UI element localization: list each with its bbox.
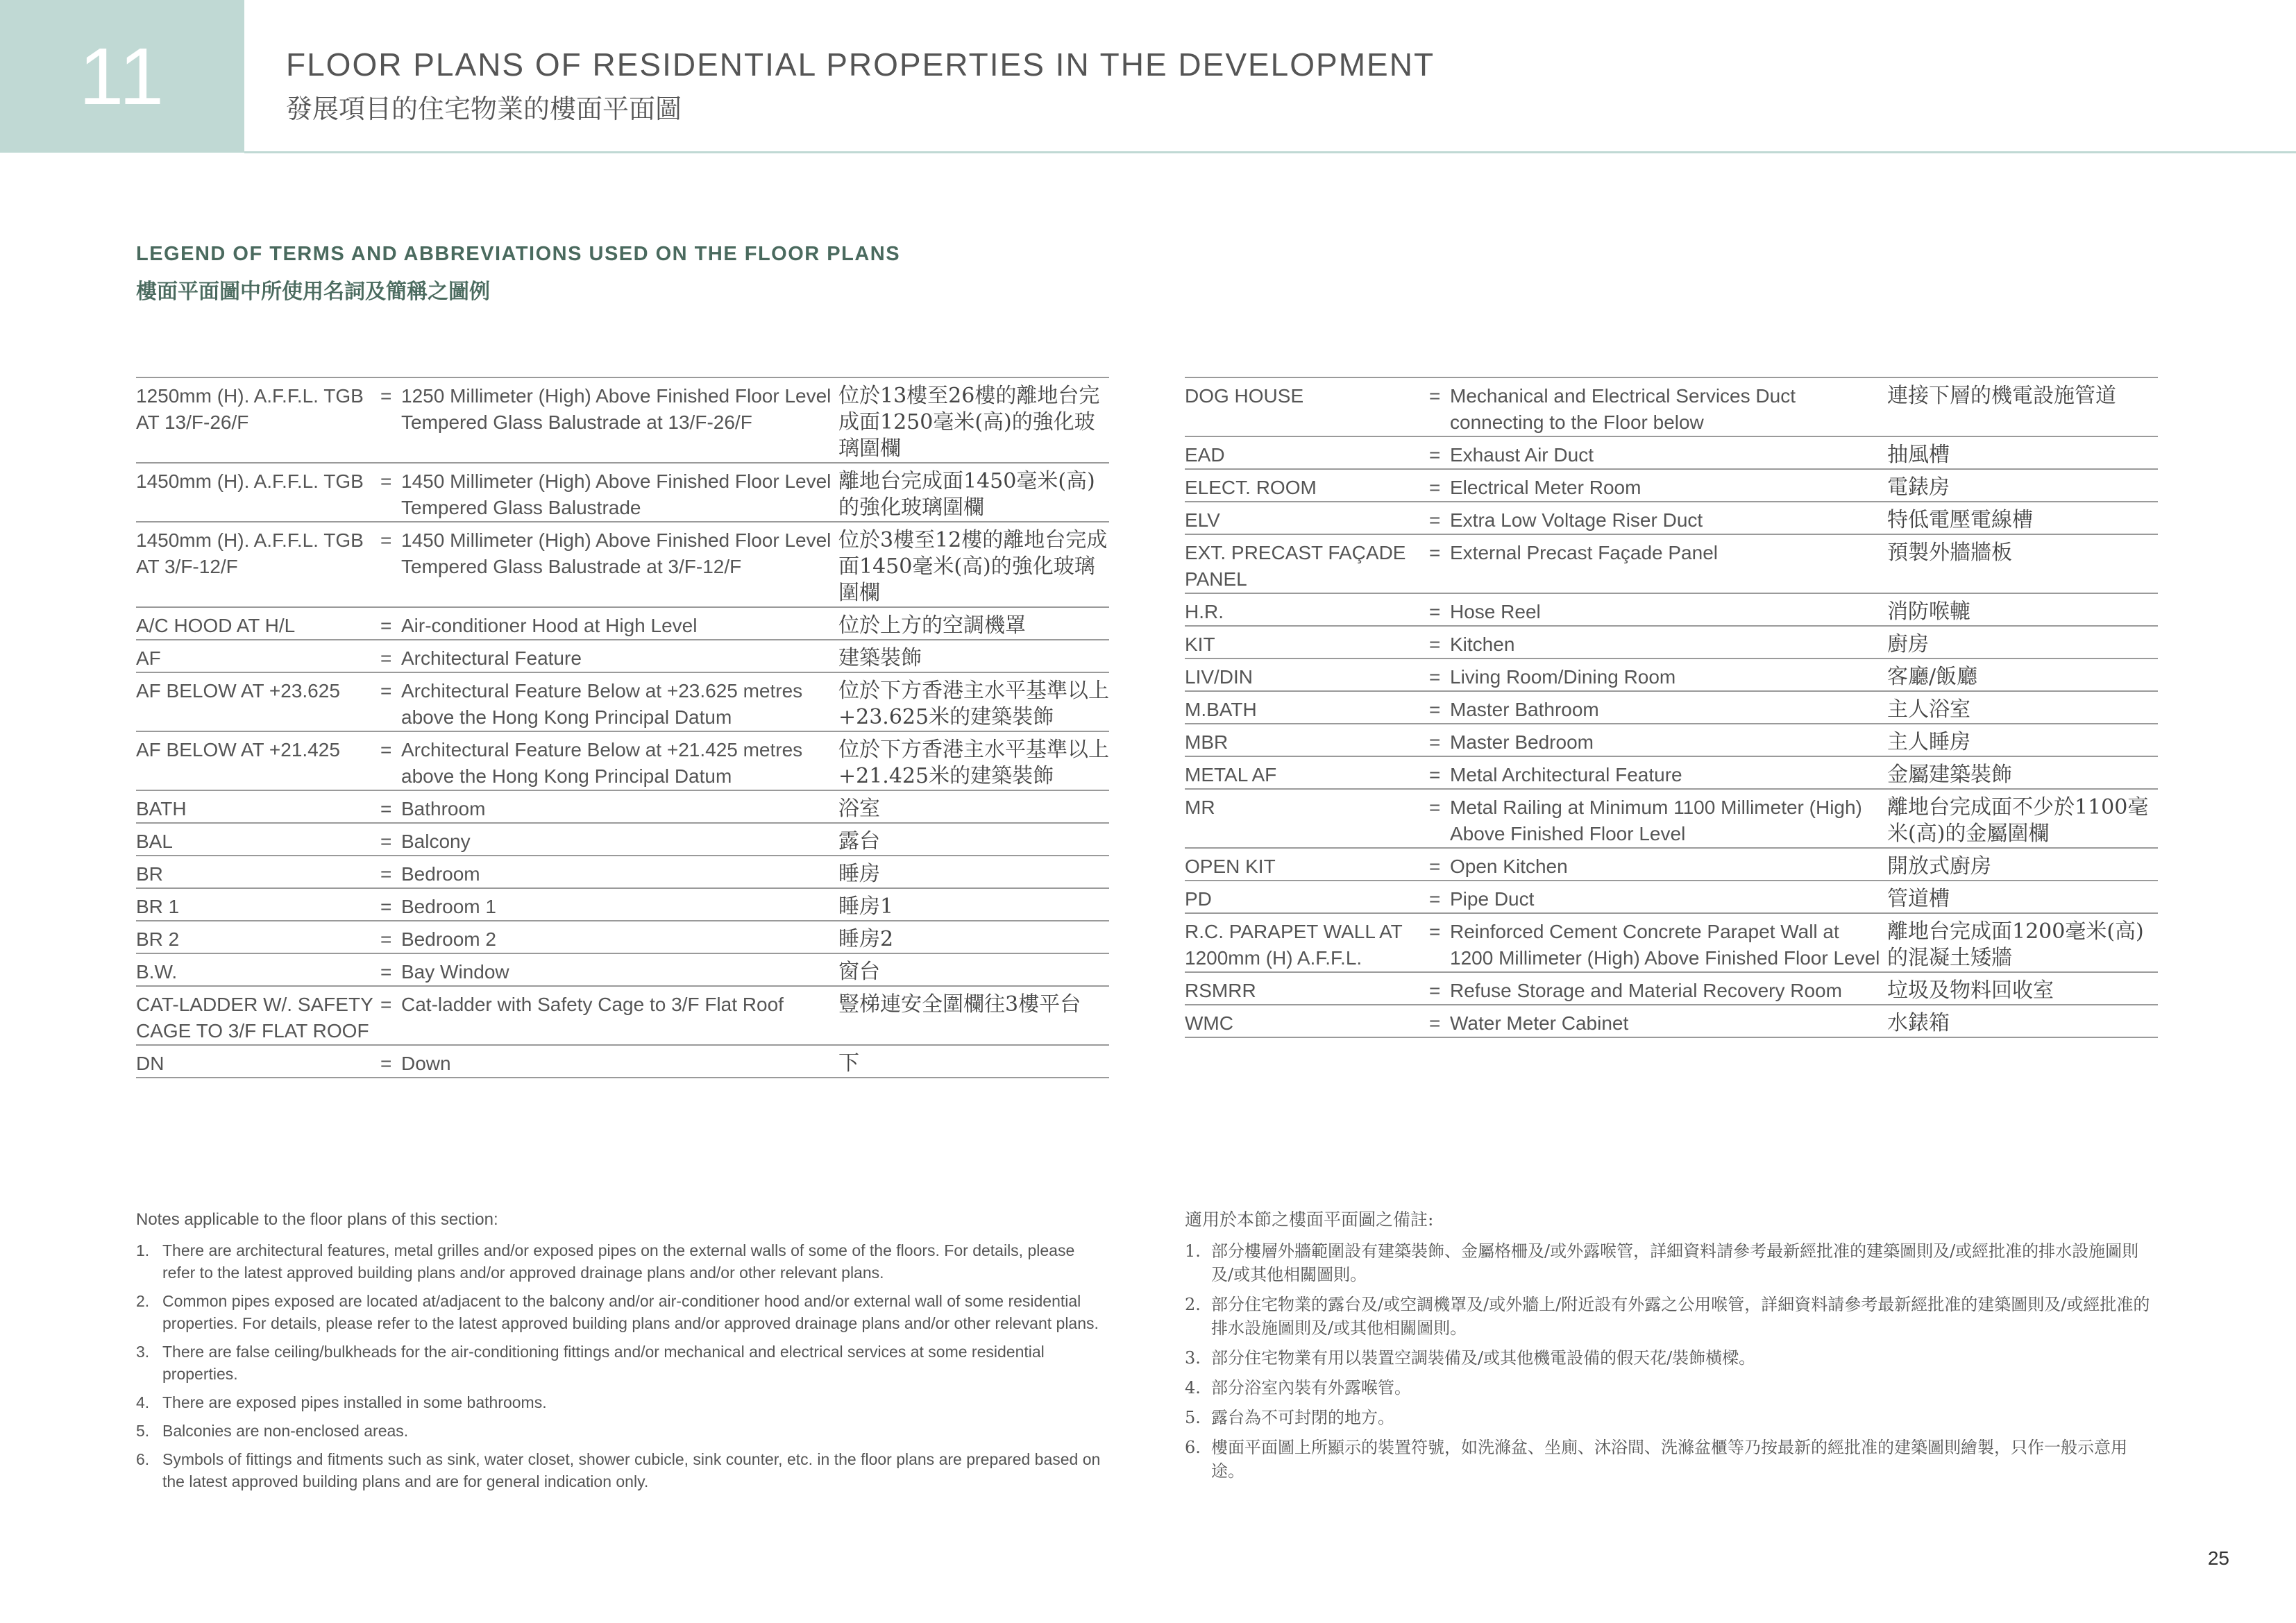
legend-chinese: 連接下層的機電設施管道 [1887, 384, 2116, 408]
legend-abbreviation: MR [1185, 797, 1215, 818]
legend-row [1185, 502, 2158, 535]
legend-abbreviation: BATH [136, 798, 187, 819]
legend-row [136, 824, 1109, 856]
legend-table-left [136, 377, 1109, 1078]
note-item [1185, 1346, 2159, 1370]
note-text: Balconies are non-enclosed areas. [162, 1422, 409, 1440]
legend-equals: = [1429, 509, 1441, 531]
note-text: There are exposed pipes installed in some bathrooms. [162, 1393, 547, 1411]
note-item [136, 1448, 1111, 1493]
legend-equals: = [1429, 1012, 1441, 1034]
legend-abbreviation: M.BATH [1185, 699, 1257, 720]
legend-chinese: 下 [838, 1051, 859, 1076]
legend-english: Bay Window [401, 961, 509, 983]
note-text: There are architectural features, metal grilles and/or exposed pipes on the external walls of some of the floors. For details, please refer to the latest approved building plans and/or approved drainage plans and/or other relevant plans. [162, 1241, 1075, 1282]
legend-english: Kitchen [1450, 634, 1515, 655]
legend-english: Architectural Feature Below at +23.625 metres above the Hong Kong Principal Datum [401, 680, 803, 728]
legend-english: Air-conditioner Hood at High Level [401, 615, 698, 636]
legend-equals: = [1429, 601, 1441, 622]
legend-row [136, 640, 1109, 673]
legend-equals: = [380, 615, 392, 636]
legend-english: Mechanical and Electrical Services Duct connecting to the Floor below [1450, 385, 1796, 433]
note-number: 4. [136, 1393, 150, 1411]
legend-chinese: 開放式廚房 [1887, 854, 1991, 878]
legend-row [136, 791, 1109, 824]
legend-abbreviation: CAT-LADDER W/. SAFETY CAGE TO 3/F FLAT ROOF [136, 994, 373, 1042]
legend-row [1185, 1005, 2158, 1038]
legend-row [1185, 692, 2158, 724]
legend-equals: = [1429, 797, 1441, 818]
legend-english: Architectural Feature Below at +21.425 metres above the Hong Kong Principal Datum [401, 739, 803, 787]
legend-chinese: 離地台完成面不少於1100毫米(高)的金屬圍欄 [1887, 795, 2149, 846]
legend-abbreviation: 1450mm (H). A.F.F.L. TGB AT 3/F-12/F [136, 529, 364, 577]
legend-row [136, 954, 1109, 987]
note-text: 露台為不可封閉的地方。 [1211, 1408, 1394, 1427]
legend-english: Metal Architectural Feature [1450, 764, 1682, 785]
legend-english: External Precast Façade Panel [1450, 542, 1718, 563]
legend-chinese: 電錶房 [1887, 475, 1950, 500]
legend-abbreviation: DOG HOUSE [1185, 385, 1304, 407]
legend-english: Exhaust Air Duct [1450, 444, 1594, 466]
legend-equals: = [380, 680, 392, 702]
legend-equals: = [380, 470, 392, 492]
legend-subtitle: 樓面平面圖中所使用名詞及簡稱之圖例 [136, 280, 490, 304]
legend-row [1185, 724, 2158, 757]
legend-equals: = [380, 831, 392, 852]
legend-abbreviation: BR 1 [136, 896, 180, 917]
legend-row [1185, 659, 2158, 692]
legend-english: Master Bedroom [1450, 731, 1594, 753]
legend-equals: = [380, 863, 392, 885]
legend-abbreviation: MBR [1185, 731, 1229, 753]
legend-equals: = [380, 1053, 392, 1074]
note-text: There are false ceiling/bulkheads for the air-conditioning fittings and/or mechanical and electrical services at some residential properties. [162, 1343, 1045, 1383]
note-item [1185, 1376, 2159, 1400]
legend-chinese: 特低電壓電線槽 [1887, 508, 2033, 532]
page-subtitle: 發展項目的住宅物業的樓面平面圖 [286, 94, 682, 124]
legend-row [1185, 849, 2158, 881]
note-item [1185, 1406, 2159, 1429]
legend-equals: = [1429, 980, 1441, 1001]
legend-chinese: 離地台完成面1450毫米(高)的強化玻璃圍欄 [838, 469, 1095, 520]
note-text: 部分樓層外牆範圍設有建築裝飾、金屬格柵及/或外露喉管，詳細資料請參考最新經批准的建築圖則及/或經批准的排水設施圖則及/或其他相關圖則。 [1211, 1241, 2139, 1284]
legend-abbreviation: BR [136, 863, 163, 885]
legend-equals: = [380, 647, 392, 669]
legend-english: Extra Low Voltage Riser Duct [1450, 509, 1703, 531]
note-number: 5. [1185, 1408, 1201, 1427]
legend-abbreviation: A/C HOOD AT H/L [136, 615, 296, 636]
legend-row [1185, 973, 2158, 1005]
legend-english: Bedroom 1 [401, 896, 496, 917]
legend-chinese: 睡房 [838, 862, 880, 886]
legend-row [136, 464, 1109, 522]
legend-chinese: 廚房 [1887, 632, 1929, 656]
legend-english: Cat-ladder with Safety Cage to 3/F Flat Roof [401, 994, 784, 1015]
legend-chinese: 睡房1 [838, 894, 894, 919]
legend-equals: = [1429, 888, 1441, 910]
legend-abbreviation: EXT. PRECAST FAÇADE PANEL [1185, 542, 1406, 590]
legend-abbreviation: ELECT. ROOM [1185, 477, 1317, 498]
legend-row [1185, 594, 2158, 627]
legend-row [136, 987, 1109, 1046]
legend-english: Pipe Duct [1450, 888, 1535, 910]
legend-english: Bedroom [401, 863, 480, 885]
legend-row [136, 522, 1109, 608]
note-number: 3. [1185, 1348, 1201, 1368]
legend-row [1185, 627, 2158, 659]
notes-chinese-list [1185, 1239, 2159, 1483]
note-text: Symbols of fittings and fitments such as sink, water closet, shower cubicle, sink counter, etc. in the floor plans are prepared based on the latest approved building plans and are for general indication only. [162, 1450, 1101, 1490]
legend-abbreviation: R.C. PARAPET WALL AT 1200mm (H) A.F.F.L. [1185, 921, 1403, 969]
legend-chinese: 位於上方的空調機罩 [838, 613, 1026, 638]
notes-chinese [1185, 1209, 2159, 1489]
legend-chinese: 消防喉轆 [1887, 600, 1970, 624]
legend-equals: = [1429, 731, 1441, 753]
legend-abbreviation: B.W. [136, 961, 178, 983]
legend-abbreviation: 1450mm (H). A.F.F.L. TGB [136, 470, 364, 492]
legend-equals: = [380, 928, 392, 950]
legend-chinese: 垃圾及物料回收室 [1887, 978, 2054, 1003]
legend-table-right [1185, 377, 2158, 1038]
legend-chinese: 窗台 [838, 960, 880, 984]
legend-chinese: 浴室 [838, 797, 880, 821]
legend-equals: = [1429, 856, 1441, 877]
note-item [136, 1341, 1111, 1385]
legend-equals: = [1429, 764, 1441, 785]
legend-chinese: 抽風槽 [1887, 443, 1950, 467]
legend-equals: = [380, 529, 392, 551]
legend-abbreviation: BR 2 [136, 928, 180, 950]
legend-equals: = [1429, 444, 1441, 466]
legend-english: Hose Reel [1450, 601, 1541, 622]
legend-english: Refuse Storage and Material Recovery Room [1450, 980, 1842, 1001]
legend-chinese: 水錶箱 [1887, 1011, 1950, 1035]
note-number: 1. [136, 1241, 150, 1259]
legend-abbreviation: LIV/DIN [1185, 666, 1253, 688]
legend-english: Bedroom 2 [401, 928, 496, 950]
legend-abbreviation: WMC [1185, 1012, 1233, 1034]
legend-english: Architectural Feature [401, 647, 582, 669]
notes-english [136, 1209, 1111, 1499]
legend-abbreviation: PD [1185, 888, 1212, 910]
note-text: Common pipes exposed are located at/adjacent to the balcony and/or air-conditioner hood and/or external wall of some residential properties. For details, please refer to the latest approved building plans and/or approved drainage plans and/or other relevant plans. [162, 1292, 1099, 1332]
legend-english: Reinforced Cement Concrete Parapet Wall at 1200 Millimeter (High) Above Finished Floor Level [1450, 921, 1880, 969]
legend-english: Open Kitchen [1450, 856, 1568, 877]
legend-row [1185, 790, 2158, 849]
legend-row [136, 1046, 1109, 1078]
note-number: 6. [1185, 1438, 1201, 1457]
legend-chinese: 露台 [838, 829, 880, 853]
legend-english: Water Meter Cabinet [1450, 1012, 1629, 1034]
legend-english: Master Bathroom [1450, 699, 1599, 720]
legend-row [136, 856, 1109, 889]
legend-row [1185, 437, 2158, 470]
legend-english: Bathroom [401, 798, 486, 819]
legend-equals: = [380, 385, 392, 407]
legend-abbreviation: H.R. [1185, 601, 1224, 622]
legend-equals: = [380, 739, 392, 760]
legend-row [136, 889, 1109, 921]
legend-equals: = [1429, 634, 1441, 655]
legend-abbreviation: RSMRR [1185, 980, 1256, 1001]
legend-english: 1450 Millimeter (High) Above Finished Floor Level Tempered Glass Balustrade at 3/F-12/F [401, 529, 832, 577]
legend-row [136, 673, 1109, 732]
legend-equals: = [380, 994, 392, 1015]
legend-chinese: 客廳/飯廳 [1887, 665, 1978, 689]
note-item [136, 1239, 1111, 1284]
legend-english: Living Room/Dining Room [1450, 666, 1676, 688]
legend-chinese: 豎梯連安全圍欄往3樓平台 [838, 992, 1081, 1017]
note-number: 3. [136, 1343, 150, 1361]
page-title: FLOOR PLANS OF RESIDENTIAL PROPERTIES IN THE DEVELOPMENT [286, 46, 1435, 83]
legend-chinese: 建築裝飾 [838, 646, 922, 670]
note-text: 部分住宅物業的露台及/或空調機罩及/或外牆上/附近設有外露之公用喉管，詳細資料請參考最新經批准的建築圖則及/或經批准的排水設施圖則及/或其他相關圖則。 [1211, 1295, 2150, 1338]
note-item [136, 1391, 1111, 1413]
legend-chinese: 離地台完成面1200毫米(高)的混凝土矮牆 [1887, 919, 2144, 970]
legend-chinese: 預製外牆牆板 [1887, 541, 2012, 565]
legend-english: 1250 Millimeter (High) Above Finished Floor Level Tempered Glass Balustrade at 13/F-26/F [401, 385, 832, 433]
note-number: 4. [1185, 1378, 1201, 1397]
legend-chinese: 金屬建築裝飾 [1887, 763, 2012, 787]
section-number-box [0, 0, 244, 153]
legend-equals: = [380, 961, 392, 983]
note-item [1185, 1293, 2159, 1340]
legend-english: Down [401, 1053, 451, 1074]
legend-row [1185, 914, 2158, 973]
legend-english: Balcony [401, 831, 471, 852]
notes-english-list [136, 1239, 1111, 1493]
legend-equals: = [1429, 921, 1441, 942]
legend-abbreviation: KIT [1185, 634, 1215, 655]
note-text: 部分住宅物業有用以裝置空調裝備及/或其他機電設備的假天花/裝飾橫樑。 [1211, 1348, 1756, 1368]
legend-row [1185, 535, 2158, 594]
legend-row [1185, 470, 2158, 502]
legend-abbreviation: EAD [1185, 444, 1225, 466]
note-text: 部分浴室內裝有外露喉管。 [1211, 1378, 1411, 1397]
legend-row [136, 378, 1109, 464]
section-number: 11 [78, 31, 166, 121]
legend-row [136, 921, 1109, 954]
legend-title: LEGEND OF TERMS AND ABBREVIATIONS USED ON THE FLOOR PLANS [136, 243, 901, 265]
legend-equals: = [380, 896, 392, 917]
legend-abbreviation: AF [136, 647, 161, 669]
legend-abbreviation: AF BELOW AT +23.625 [136, 680, 340, 702]
legend-chinese: 管道槽 [1887, 887, 1950, 911]
legend-chinese: 位於3樓至12樓的離地台完成面1450毫米(高)的強化玻璃圍欄 [838, 528, 1108, 605]
legend-chinese: 位於下方香港主水平基準以上+23.625米的建築裝飾 [838, 679, 1109, 729]
legend-abbreviation: BAL [136, 831, 173, 852]
legend-abbreviation: DN [136, 1053, 164, 1074]
legend-row [1185, 378, 2158, 437]
legend-row [1185, 757, 2158, 790]
notes-chinese-heading: 適用於本節之樓面平面圖之備註: [1185, 1209, 1434, 1230]
legend-abbreviation: OPEN KIT [1185, 856, 1276, 877]
legend-equals: = [1429, 699, 1441, 720]
legend-equals: = [1429, 385, 1441, 407]
legend-abbreviation: ELV [1185, 509, 1220, 531]
legend-row [136, 608, 1109, 640]
legend-abbreviation: AF BELOW AT +21.425 [136, 739, 340, 760]
legend-chinese: 位於13樓至26樓的離地台完成面1250毫米(高)的強化玻璃圍欄 [838, 384, 1100, 461]
legend-chinese: 位於下方香港主水平基準以上+21.425米的建築裝飾 [838, 738, 1109, 788]
legend-chinese: 主人睡房 [1887, 730, 1970, 754]
note-number: 2. [136, 1292, 150, 1310]
note-text: 樓面平面圖上所顯示的裝置符號，如洗滌盆、坐廁、沐浴間、洗滌盆櫃等乃按最新的經批准的建築圖則繪製，只作一般示意用途。 [1211, 1438, 2127, 1481]
note-item [1185, 1239, 2159, 1286]
legend-equals: = [1429, 666, 1441, 688]
legend-abbreviation: METAL AF [1185, 764, 1277, 785]
page-number: 25 [2207, 1547, 2229, 1569]
note-item [1185, 1436, 2159, 1483]
legend-row [1185, 881, 2158, 914]
note-number: 5. [136, 1422, 150, 1440]
legend-chinese: 睡房2 [838, 927, 894, 951]
legend-equals: = [1429, 542, 1441, 563]
legend-equals: = [1429, 477, 1441, 498]
note-number: 1. [1185, 1241, 1201, 1261]
notes-english-heading: Notes applicable to the floor plans of this section: [136, 1210, 498, 1229]
legend-row [136, 732, 1109, 791]
legend-english: Metal Railing at Minimum 1100 Millimeter (High) Above Finished Floor Level [1450, 797, 1862, 844]
legend-english: Electrical Meter Room [1450, 477, 1641, 498]
legend-chinese: 主人浴室 [1887, 697, 1970, 722]
note-item [136, 1290, 1111, 1334]
legend-english: 1450 Millimeter (High) Above Finished Floor Level Tempered Glass Balustrade [401, 470, 832, 518]
legend-abbreviation: 1250mm (H). A.F.F.L. TGB AT 13/F-26/F [136, 385, 364, 433]
legend-equals: = [380, 798, 392, 819]
note-number: 6. [136, 1450, 150, 1468]
note-number: 2. [1185, 1295, 1201, 1314]
header-divider [244, 151, 2296, 153]
note-item [136, 1420, 1111, 1442]
